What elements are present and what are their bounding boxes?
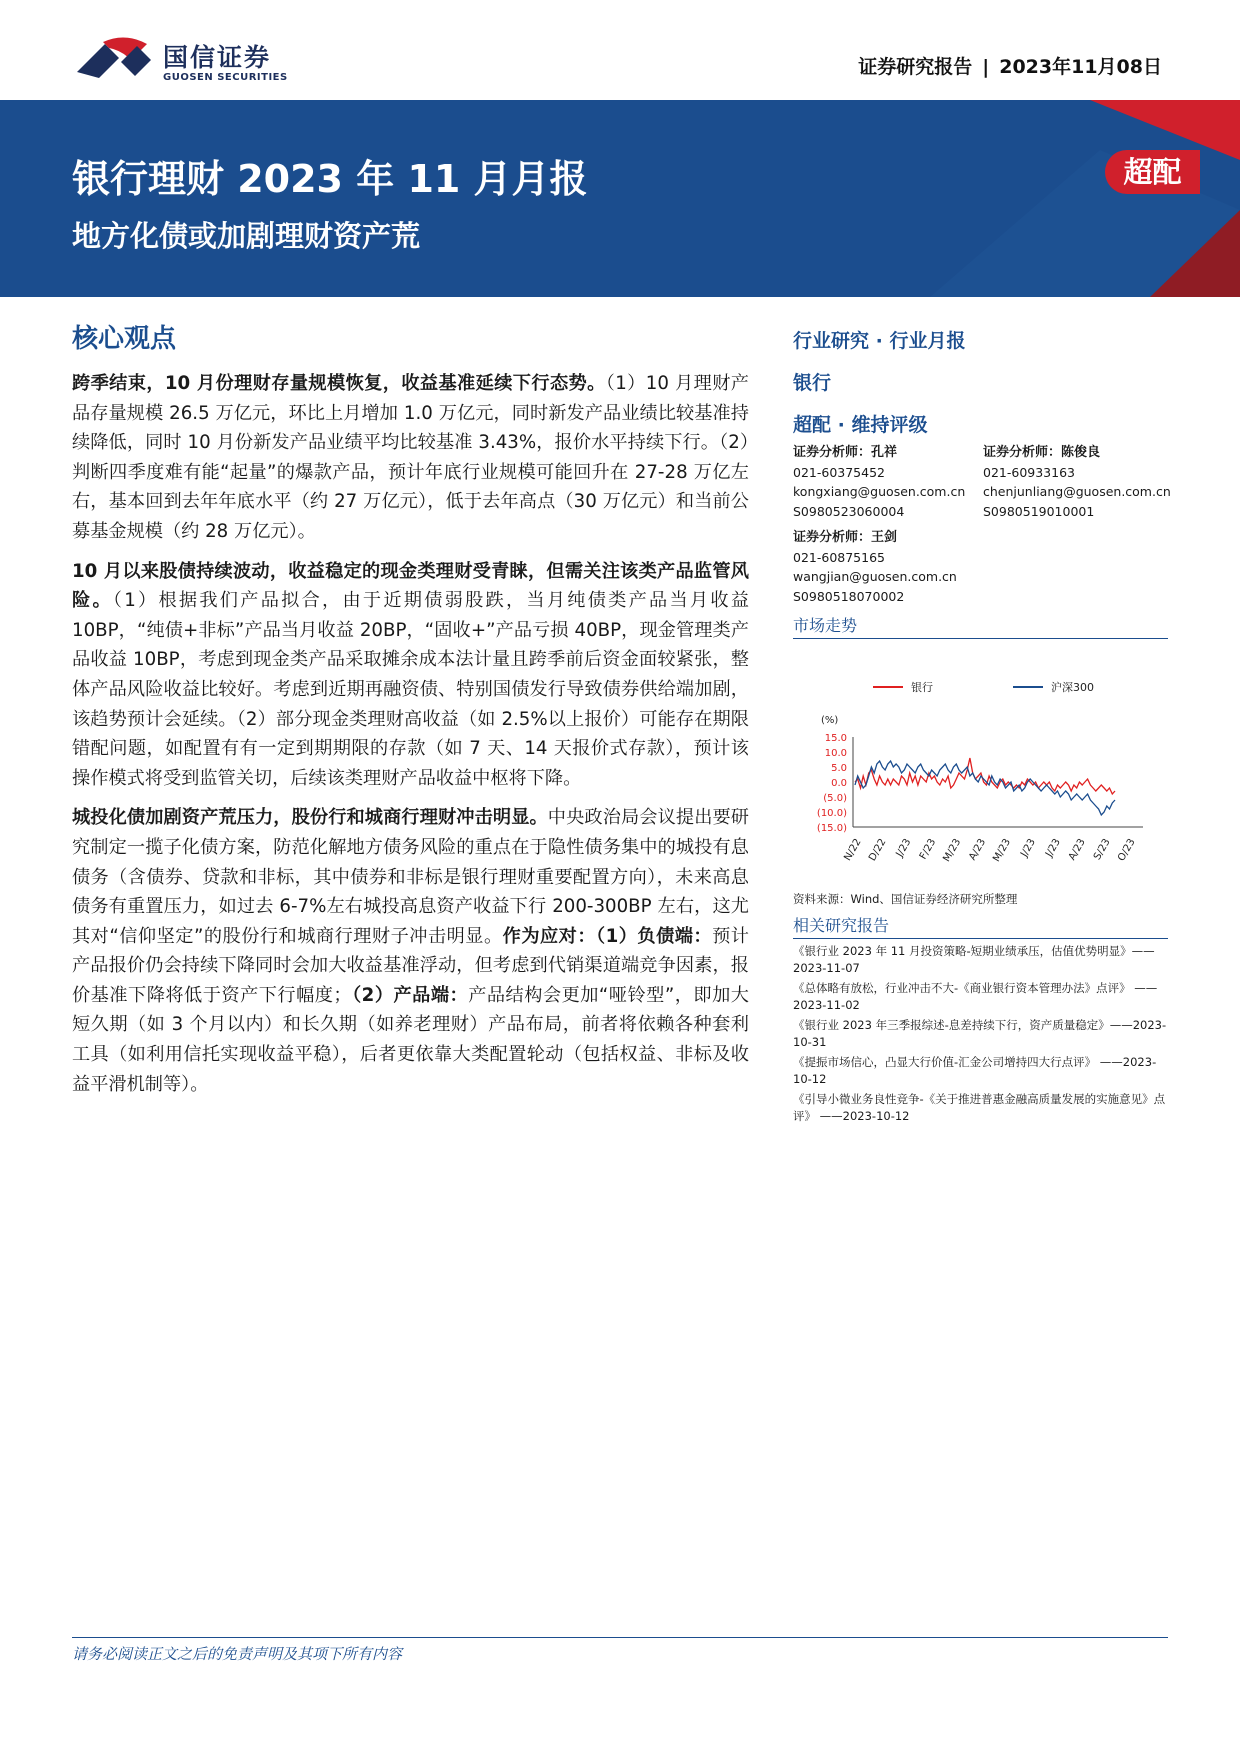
report-subtitle: 地方化债或加剧理财资产荒	[72, 219, 421, 253]
y-tick-label: 15.0	[824, 733, 847, 744]
market-trend-chart	[793, 639, 1168, 889]
analyst-email[interactable]: chenjunliang@guosen.com.cn	[983, 484, 1171, 499]
related-report-item[interactable]: 《总体略有放松，行业冲击不大-《商业银行资本管理办法》点评》 ——2023-11-02	[793, 981, 1158, 1012]
core-paragraph-2-body: （1）根据我们产品拟合，由于近期债弱股跌，当月纯债类产品当月收益 10BP，“纯债+非标”产品当月收益 20BP，“固收+”产品亏损 40BP，现金管理类产品收益 10BP，考虑到现金类产品采取摊余成本法计量且跨季前后资金面较紧张，整体产品风险收益比较好。考虑到近期再融资债、特别国债发行导致债券供给端加剧，该趋势预计会延续。（2）部分现金类理财高收益（如 2.5%以上报价）可能存在期限错配问题，如配置有有一定到期期限的存款（如 7 天、14 天报价式存款），预计该操作模式将受到监管关切，后续该类理财产品收益中枢将下降。	[72, 590, 749, 789]
analyst-name: 证券分析师：陈俊良	[983, 445, 1101, 460]
x-tick-label: A/23	[967, 837, 989, 863]
core-paragraph-3-body-3: 产品结构会更加“哑铃型”，即加大短久期（如 3 个月以内）和长久期（如养老理财）产品布局，前者将依赖各种套利工具（如利用信托实现收益平稳），后者更依靠大类配置轮动（包括权益、非标及收益平滑机制等）。	[72, 984, 749, 1095]
logo-chinese-name: 国信证券	[163, 43, 272, 72]
core-paragraph-3-response: 作为应对：	[502, 925, 597, 947]
y-tick-label: (5.0)	[823, 793, 847, 804]
core-paragraph-3-lead: 城投化债加剧资产荒压力，股份行和城商行理财冲击明显。	[72, 807, 548, 829]
core-paragraph-3	[72, 803, 749, 1099]
rating-line: 超配 · 维持评级	[793, 414, 928, 436]
core-paragraph-1-body: （1）10 月理财产品存量规模 26.5 万亿元，环比上月增加 1.0 万亿元，同时新发产品业绩比较基准持续降低，同时 10 月份新发产品业绩平均比较基准 3.43%，报价水平持续下行。（2）判断四季度难有能“起量”的爆款产品，预计年底行业规模可能回升在 27-28 万亿左右，基本回到去年年底水平（约 27 万亿元），低于去年高点（30 万亿元）和当前公募基金规模（约 28 万亿元）。	[72, 373, 749, 542]
x-tick-label: M/23	[941, 837, 964, 864]
analyst-cert: S0980518070002	[793, 588, 905, 604]
footer-disclaimer: 请务必阅读正文之后的免责声明及其项下所有内容	[72, 1645, 403, 1663]
y-tick-label: 0.0	[831, 778, 847, 789]
related-report-item[interactable]: 《引导小微业务良性竞争-《关于推进普惠金融高质量发展的实施意见》点评》 ——2023-10-12	[793, 1092, 1166, 1123]
y-tick-label: 5.0	[831, 763, 847, 774]
analyst-cert: S0980519010001	[983, 503, 1095, 519]
guosen-logo-icon	[75, 34, 155, 86]
report-type: 证券研究报告	[858, 56, 973, 78]
chart-source: 资料来源：Wind、国信证券经济研究所整理	[793, 892, 1018, 906]
related-report-item[interactable]: 《银行业 2023 年 11 月投资策略-短期业绩承压，估值优势明显》——2023-11-07	[793, 944, 1155, 975]
x-tick-label: D/22	[867, 837, 889, 864]
report-header-meta	[858, 52, 1162, 79]
x-tick-label: J/23	[894, 837, 914, 859]
analyst-name: 证券分析师：孔祥	[793, 445, 898, 460]
x-tick-label: A/23	[1066, 837, 1088, 863]
analyst-phone: 021-60875165	[793, 549, 885, 565]
analyst-cert: S0980523060004	[793, 503, 905, 519]
analyst-email[interactable]: kongxiang@guosen.com.cn	[793, 484, 966, 499]
related-reports-heading: 相关研究报告	[793, 913, 1168, 939]
series-line	[855, 758, 1115, 794]
report-title: 银行理财 2023 年 11 月月报	[72, 157, 588, 201]
market-trend-chart-svg	[793, 639, 1168, 889]
core-paragraph-2	[72, 557, 749, 794]
analyst-card	[983, 443, 1171, 521]
core-paragraph-2-lead: 10 月以来股债持续波动，收益稳定的现金类理财受青睐，但需关注该类产品监管风险。	[72, 560, 749, 612]
related-report-item[interactable]: 《提振市场信心，凸显大行价值-汇金公司增持四大行点评》 ——2023-10-12	[793, 1055, 1157, 1086]
y-tick-label: 10.0	[824, 748, 847, 759]
footer-divider	[72, 1637, 1168, 1638]
y-tick-label: (15.0)	[816, 823, 847, 834]
analyst-name: 证券分析师：王剑	[793, 530, 898, 545]
analyst-email[interactable]: wangjian@guosen.com.cn	[793, 569, 957, 584]
core-paragraph-3-body-1: 中央政治局会议提出要研究制定一揽子化债方案，防范化解地方债务风险的重点在于隐性债务集中的城投有息债务（含债券、贷款和非标，其中债券和非标是银行理财重要配置方向），未来高息债务有重置压力，如过去 6-7%左右城投高息资产收益下行 200-300BP 左右，这尤其对“信仰坚定”的股份行和城商行理财子冲击明显。	[72, 807, 749, 947]
analyst-phone: 021-60933163	[983, 464, 1075, 480]
rating-badge: 超配	[1105, 150, 1200, 194]
core-views-section	[72, 318, 749, 1109]
core-paragraph-3-body-2: 预计产品报价仍会持续下降同时会加大收益基准浮动，但考虑到代销渠道端竞争因素，报价基准下降将低于资产下行幅度；	[72, 925, 749, 1006]
industry-name: 银行	[793, 372, 832, 394]
core-paragraph-3-liability: （1）负债端：	[596, 925, 713, 947]
y-tick-label: (10.0)	[816, 808, 847, 819]
x-tick-label: O/23	[1116, 837, 1138, 864]
logo-english-name: GUOSEN SECURITIES	[163, 72, 288, 83]
header-separator: |	[982, 56, 990, 78]
x-tick-label: S/23	[1091, 837, 1113, 862]
core-paragraph-3-product: （2）产品端：	[351, 984, 469, 1006]
market-trend-heading: 市场走势	[793, 613, 1168, 639]
analyst-card	[793, 443, 965, 521]
x-tick-label: J/23	[1043, 837, 1063, 859]
core-paragraph-1-lead: 跨季结束，10 月份理财存量规模恢复，收益基准延续下行态势。	[72, 373, 606, 394]
core-paragraph-1	[72, 369, 749, 547]
related-report-item[interactable]: 《银行业 2023 年三季报综述-息差持续下行，资产质量稳定》——2023-10-31	[793, 1018, 1167, 1049]
x-tick-label: M/23	[991, 837, 1014, 864]
sidebar	[793, 326, 1171, 1124]
guosen-logo	[75, 34, 295, 86]
analyst-card	[793, 528, 957, 606]
report-category: 行业研究 · 行业月报	[793, 330, 966, 352]
report-date: 2023年11月08日	[999, 56, 1162, 78]
legend-label: 银行	[911, 681, 933, 694]
x-tick-label: F/23	[917, 837, 939, 862]
y-axis-label: (%)	[821, 715, 839, 726]
legend-label: 沪深300	[1051, 681, 1094, 694]
analyst-list	[793, 443, 1171, 613]
core-views-title: 核心观点	[72, 324, 177, 354]
x-tick-label: N/22	[842, 837, 864, 863]
related-reports-list	[793, 943, 1168, 1124]
x-tick-label: J/23	[1018, 837, 1038, 859]
analyst-phone: 021-60375452	[793, 464, 885, 480]
